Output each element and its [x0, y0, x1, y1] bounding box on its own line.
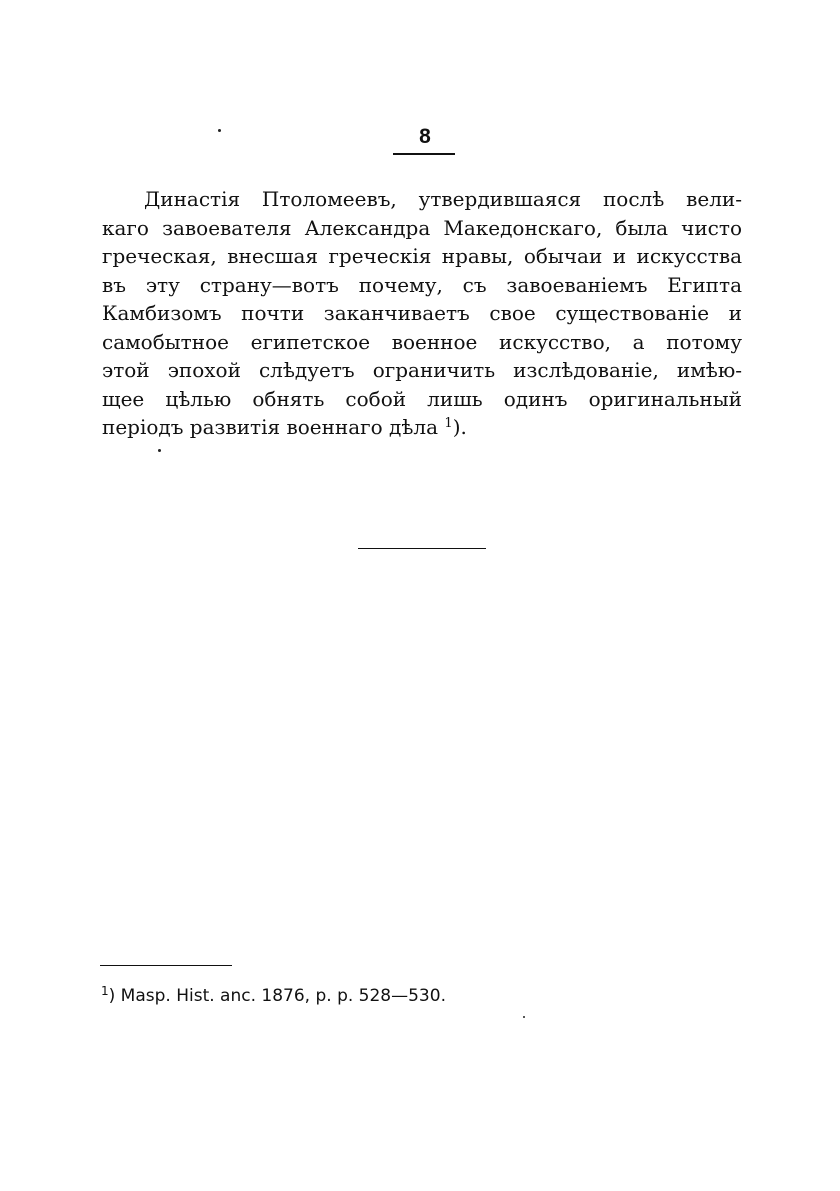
footnote-text: ) Masp. Hist. anc. 1876, p. p. 528—530.	[108, 986, 446, 1006]
body-line-text: періодъ развитія военнаго дѣла	[102, 415, 445, 439]
section-divider	[358, 548, 486, 549]
print-speck	[158, 449, 161, 452]
body-line-last	[102, 413, 742, 442]
footnote-marker: 1	[101, 984, 109, 998]
print-speck	[218, 129, 221, 132]
body-line: Камбизомъ почти заканчиваетъ свое существованіе и	[102, 301, 742, 325]
body-line: этой эпохой слѣдуетъ ограничить изслѣдованіе, имѣю-	[102, 358, 742, 382]
body-line: въ эту страну—вотъ почему, съ завоеваніемъ Египта	[102, 272, 742, 297]
page-number-underline	[393, 153, 455, 155]
body-paragraph	[102, 185, 742, 442]
body-line: каго завоевателя Александра Македонскаго, была чисто	[102, 215, 742, 240]
print-speck	[523, 1016, 525, 1018]
body-line: Династія Птоломеевъ, утвердившаяся послѣ вели-	[144, 187, 742, 211]
footnote	[101, 983, 601, 1009]
page-number: 8	[419, 125, 431, 148]
body-line: самобытное египетское военное искусство, а потому	[102, 329, 742, 354]
body-line-closing: ).	[452, 415, 467, 439]
footnote-reference[interactable]: 1	[444, 416, 453, 431]
footnote-separator	[100, 965, 232, 966]
body-line: щее цѣлью обнять собой лишь одинъ оригинальный	[102, 386, 742, 411]
body-line: греческая, внесшая греческія нравы, обычаи и искусства	[102, 244, 742, 268]
